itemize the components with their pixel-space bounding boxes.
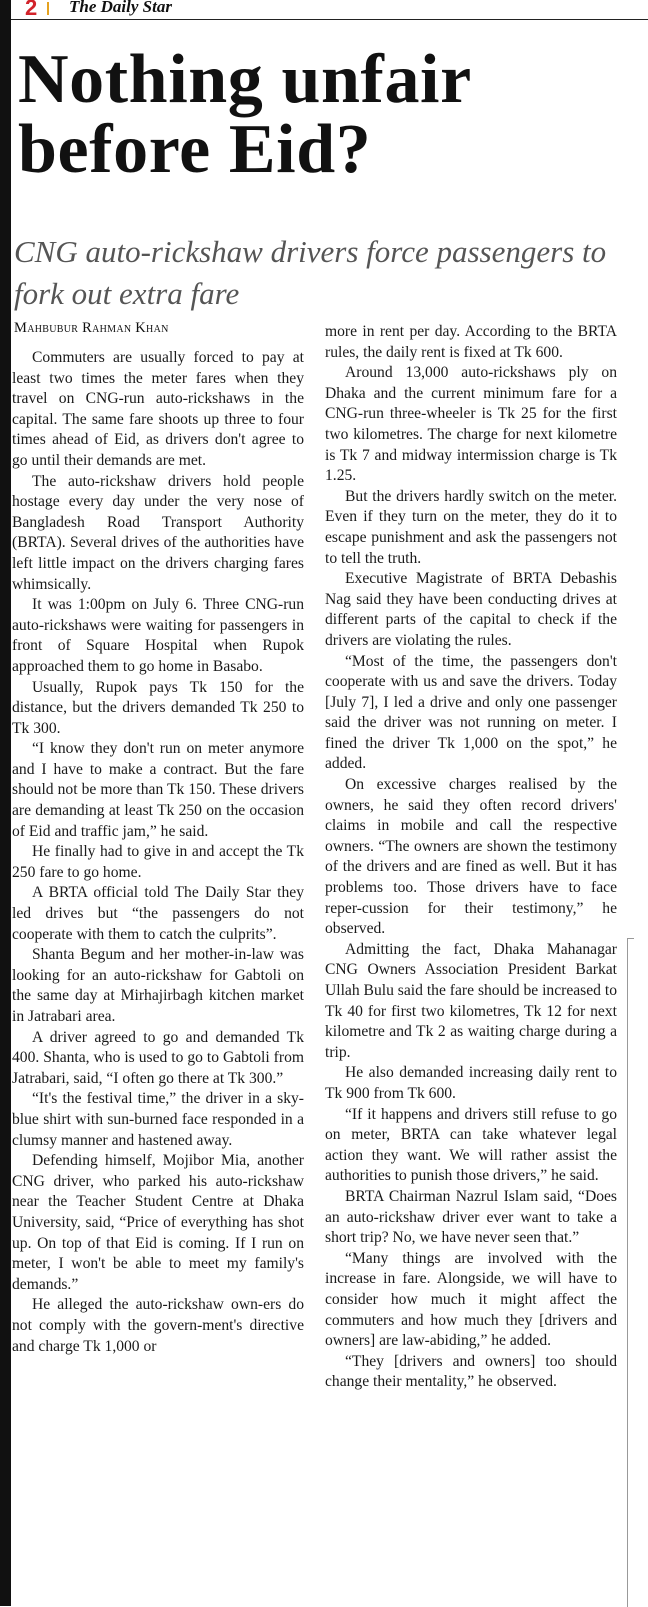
paragraph: On excessive charges realised by the owners, he said they often record drivers' claims in mobile and call the respective owners. “The owners are shown the testimony of the drivers and are fined as well. But it has problems too. Those drivers have to face reper-cussion for their testimony,” he observed. [325,776,617,938]
article-byline: Mahbubur Rahman Khan [14,320,169,336]
paragraph: Shanta Begum and her mother-in-law was looking for an auto-rickshaw for Gabtoli on the same day at Mirhajirbagh kitchen market in Jatrabari area. [12,946,304,1025]
paragraph: He finally had to give in and accept the Tk 250 fare to go home. [12,843,304,881]
article-subheadline: CNG auto-rickshaw drivers force passengers to fork out extra fare [14,234,607,311]
paragraph: The auto-rickshaw drivers hold people hostage every day under the very nose of Bangladesh Road Transport Authority (BRTA). Several drives of the authorities have left little impact on the drivers charging fares whimsically. [12,472,304,593]
paragraph: “If it happens and drivers still refuse to go on meter, BRTA can take whatever legal action they want. We will rather assist the authorities to punish those drivers,” he said. [325,1105,617,1185]
paragraph: “Many things are involved with the increase in fare. Alongside, we will have to consider how much it might affect the commuters and how much they [drivers and owners] are law-abiding,” he added. [325,1249,617,1350]
article-headline: Nothing unfair before Eid? [18,41,471,188]
article-column-2 [325,322,617,1393]
paragraph: Commuters are usually forced to pay at least two times the meter fares when they travel on CNG-run auto-rickshaws in the capital. The same fare shoots up three to four times ahead of Eid, as drivers don't agree to go until their demands are met. [12,349,304,469]
masthead-divider [47,2,49,15]
paragraph: BRTA Chairman Nazrul Islam said, “Does an auto-rickshaw driver ever want to take a short trip? No, we have never seen that.” [325,1187,617,1247]
paragraph: more in rent per day. According to the BRTA rules, the daily rent is fixed at Tk 600. [325,323,617,361]
paragraph: He alleged the auto-rickshaw own-ers do not comply with the govern-ment's directive and charge Tk 1,000 or [12,1296,304,1355]
newspaper-name: The Daily Star [69,0,172,16]
paragraph: Around 13,000 auto-rickshaws ply on Dhaka and the current minimum fare for a CNG-run three-wheeler is Tk 25 for the first two kilometres. The charge for next kilometre is Tk 7 and midway intermission charge is Tk 1.25. [325,364,617,485]
paragraph: “It's the festival time,” the driver in a sky-blue shirt with sun-burned face responded in a clumsy manner and hastened away. [12,1090,304,1149]
paragraph: Executive Magistrate of BRTA Debashis Nag said they have been conducting drives at different parts of the capital to check if the drivers are violating the rules. [325,570,617,649]
paragraph: “I know they don't run on meter anymore and I have to make a contract. But the fare should not be more than Tk 150. These drivers are demanding at least Tk 250 on the occasion of Eid and traffic jam,” he said. [12,740,304,840]
paragraph: Usually, Rupok pays Tk 150 for the distance, but the drivers demanded Tk 250 to Tk 300. [12,678,304,737]
paragraph: Defending himself, Mojibor Mia, another CNG driver, who parked his auto-rickshaw near the Teacher Student Centre at Dhaka University, said, “Price of everything has shot up. On top of that Eid is coming. If I run on meter, I won't be able to meet my family's demands.” [12,1152,304,1293]
article-column-1 [12,348,304,1357]
paragraph: But the drivers hardly switch on the meter. Even if they turn on the meter, they do it to escape punishment and ask the passengers not to tell the truth. [325,487,617,567]
page-number: 2 [25,0,38,20]
paragraph: He also demanded increasing daily rent to Tk 900 from Tk 600. [325,1064,617,1102]
paragraph: A BRTA official told The Daily Star they led drives but “the passengers do not cooperate with them to catch the culprits”. [12,884,304,943]
masthead-bar [11,0,648,20]
page-edge-bar [0,0,11,1606]
next-column-rule [627,938,634,1607]
paragraph: Admitting the fact, Dhaka Mahanagar CNG Owners Association President Barkat Ullah Bulu said the fare should be increased to Tk 40 for first two kilometres, Tk 12 for next kilometre and Tk 2 as waiting charge during a trip. [325,940,617,1061]
paragraph: A driver agreed to go and demanded Tk 400. Shanta, who is used to go to Gabtoli from Jatrabari, said, “I often go there at Tk 300.” [12,1028,304,1087]
paragraph: “Most of the time, the passengers don't cooperate with us and save the drivers. Today [July 7], I led a drive and only one passenger said the driver was not running on meter. I fined the driver Tk 1,000 on the spot,” he added. [325,652,617,773]
paragraph: It was 1:00pm on July 6. Three CNG-run auto-rickshaws were waiting for passengers in front of Square Hospital when Rupok approached them to go home in Basabo. [12,596,304,675]
paragraph: “They [drivers and owners] too should change their mentality,” he observed. [325,1352,617,1391]
